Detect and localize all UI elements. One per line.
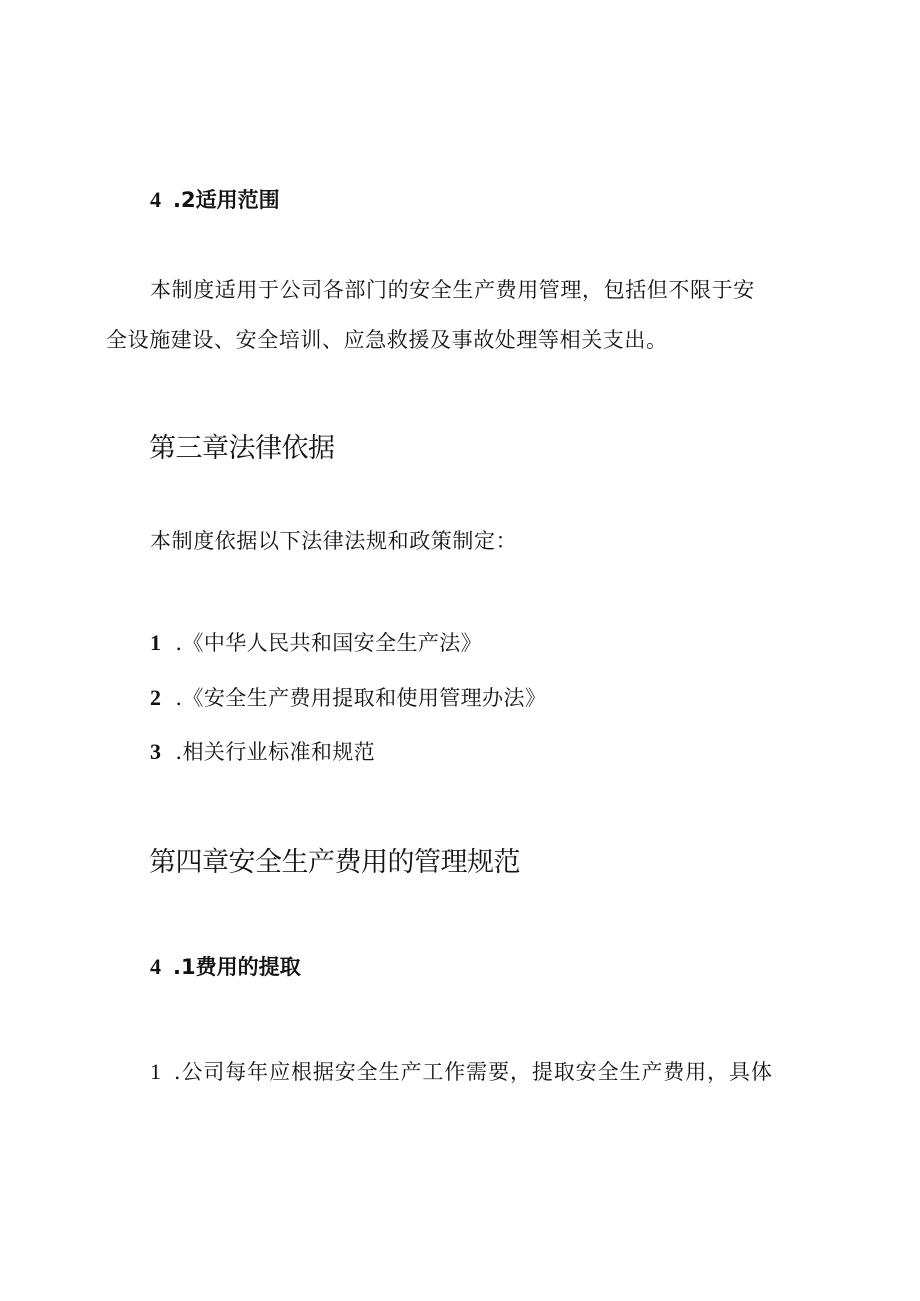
scope-paragraph-line-1: 本制度适用于公司各部门的安全生产费用管理，包括但不限于安: [150, 278, 755, 302]
list-item-number: 1: [150, 1059, 162, 1084]
list-item-text: .相关行业标准和规范: [175, 740, 376, 764]
extraction-item-1: [150, 1056, 773, 1086]
list-item-text: .《中华人民共和国安全生产法》: [175, 631, 483, 655]
list-item-number: 1: [150, 630, 162, 655]
list-item-text: .公司每年应根据安全生产工作需要，提取安全生产费用，具体: [173, 1060, 773, 1084]
list-item-text: .《安全生产费用提取和使用管理办法》: [175, 686, 547, 710]
section-number: 4: [150, 187, 161, 212]
list-item-number: 3: [150, 739, 162, 764]
scope-paragraph-line-2: 全设施建设、安全培训、应急救援及事故处理等相关支出。: [106, 328, 668, 352]
chapter-4-heading: 第四章安全生产费用的管理规范: [149, 847, 520, 878]
chapter-3-heading: 第三章法律依据: [149, 433, 335, 464]
legal-list-item-3: [150, 736, 375, 766]
legal-list-item-2: [150, 682, 546, 712]
section-title: .2适用范围: [173, 188, 280, 212]
section-title: .1费用的提取: [173, 955, 301, 979]
section-heading-4-1: [150, 951, 301, 981]
legal-list-item-1: [150, 627, 482, 657]
legal-intro-paragraph: 本制度依据以下法律法规和政策制定：: [150, 529, 518, 553]
list-item-number: 2: [150, 685, 162, 710]
section-heading-4-2: [150, 184, 280, 214]
section-number: 4: [150, 954, 161, 979]
